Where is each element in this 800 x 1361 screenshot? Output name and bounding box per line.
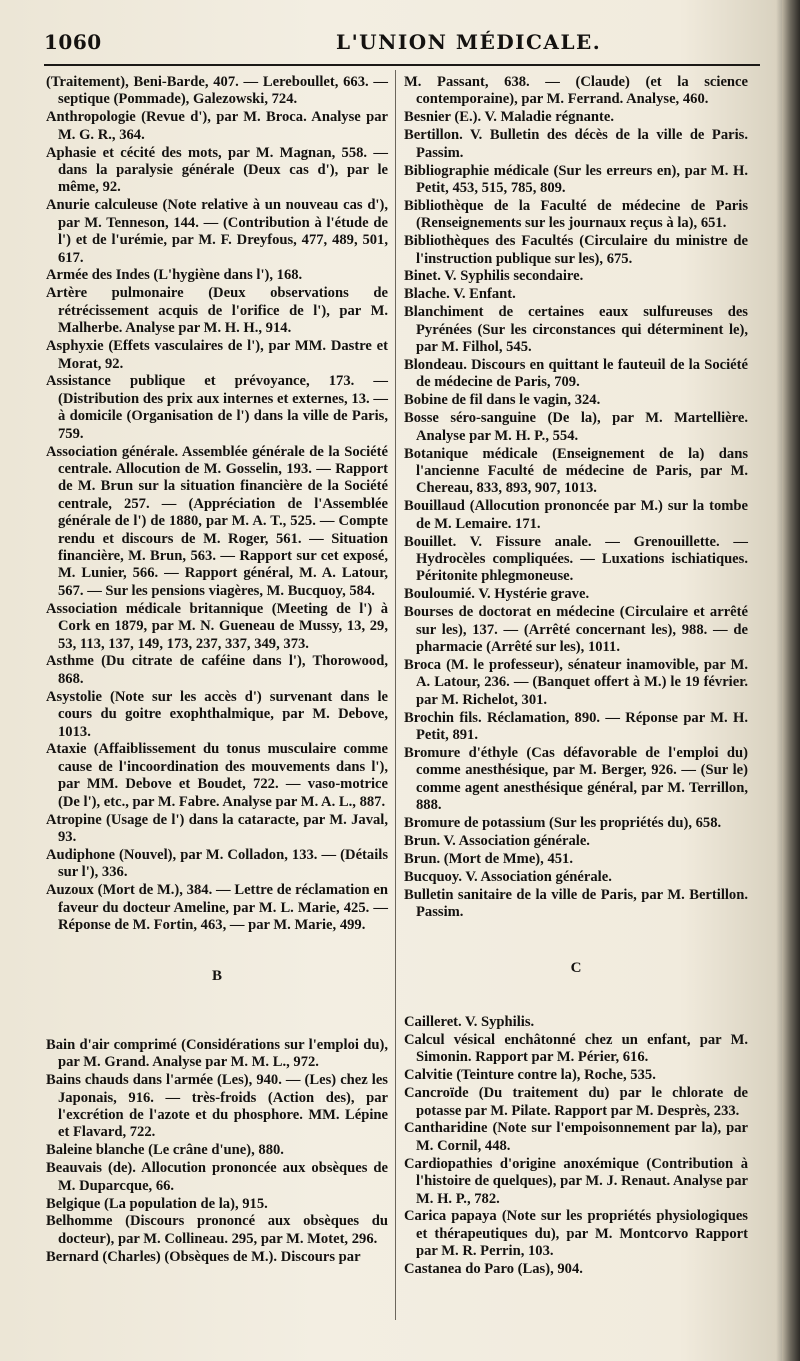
index-entry: Brochin fils. Réclamation, 890. — Réponse par M. H. Petit, 891. (404, 709, 748, 744)
index-entry: Bibliothèques des Facultés (Circulaire du ministre de l'instruction publique sur les), 675. (404, 233, 748, 267)
index-entry: Bromure de potassium (Sur les propriétés du), 658. (404, 815, 722, 832)
index-entry: Binet. V. Syphilis secondaire. (404, 268, 584, 285)
index-entry: Broca (M. le professeur), sénateur inamovible, par M. A. Latour, 236. — (Banquet offert à M.) le 19 février. par M. Richelot, 301. (404, 656, 748, 708)
index-entry: Carica papaya (Note sur les propriétés physiologiques et thérapeutiques du), par M. Montcorvo Rapport par M. R. Perrin, 103. (404, 1208, 748, 1260)
section-spacer (46, 1017, 388, 1037)
index-entry: Botanique médicale (Enseignement de la) dans l'ancienne Faculté de médecine de Paris, par M. Chereau, 833, 893, 907, 1013. (404, 445, 748, 497)
index-entry: (Traitement), Beni-Barde, 407. — Lereboullet, 663. — septique (Pommade), Galezowski, 724. (46, 74, 388, 108)
index-entry: Aphasie et cécité des mots, par M. Magnan, 558. — dans la paralysie générale (Deux cas d'), par le même, 92. (46, 144, 388, 196)
index-entry: Bouillaud (Allocution prononcée par M.) sur la tombe de M. Lemaire. 171. (404, 498, 748, 532)
index-entry: Bertillon. V. Bulletin des décès de la ville de Paris. Passim. (404, 127, 748, 161)
index-entry: Bourses de doctorat en médecine (Circulaire et arrêté sur les), 137. — (Arrêté concernant les), 988. — de pharmacie (Arrêté sur les), 1011. (404, 604, 748, 655)
index-entry: Cancroïde (Du traitement du) par le chlorate de potasse par M. Pilate. Rapport par M. Desprès, 233. (404, 1085, 748, 1119)
section-letter-b: B (211, 967, 222, 984)
index-entry: Belgique (La population de la), 915. (46, 1195, 268, 1212)
index-entry: Bain d'air comprimé (Considérations sur l'emploi du), par M. Grand. Analyse par M. M. L., 972. (46, 1036, 388, 1071)
index-entry: Bosse séro-sanguine (De la), par M. Martellière. Analyse par M. H. P., 554. (404, 410, 748, 444)
page-edge (782, 0, 800, 1361)
index-entry: Asystolie (Note sur les accès d') survenant dans le cours du goitre exophthalmique, par M. Debove, 1013. (46, 688, 388, 740)
index-entry: Bouloumié. V. Hystérie grave. (404, 586, 590, 603)
section-letter-c: C (570, 960, 582, 976)
index-entry: Cardiopathies d'origine anoxémique (Contribution à l'histoire de quelques), par M. J. Renaut. Analyse par M. H. P., 782. (404, 1155, 748, 1207)
index-entry: Bibliographie médicale (Sur les erreurs en), par M. H. Petit, 453, 515, 785, 809. (404, 162, 748, 196)
index-column-left (46, 74, 388, 1267)
index-entry: Calcul vésical enchâtonné chez un enfant, par M. Simonin. Rapport par M. Périer, 616. (404, 1031, 748, 1066)
column-divider (395, 70, 396, 1320)
index-entry: Baleine blanche (Le crâne d'une), 880. (46, 1142, 284, 1159)
index-entry: Audiphone (Nouvel), par M. Colladon, 133. — (Détails sur l'), 336. (46, 846, 388, 881)
index-entry: Bobine de fil dans le vagin, 324. (404, 392, 601, 409)
index-entry: Blanchiment de certaines eaux sulfureuses des Pyrénées (Sur les circonstances qui déterminent le), par M. Filhol, 545. (404, 304, 748, 356)
index-entry: Bernard (Charles) (Obsèques de M.). Discours par (46, 1248, 361, 1265)
entries-b (46, 1037, 388, 1266)
index-entry: Besnier (E.). V. Maladie régnante. (404, 109, 614, 126)
index-entry: Bibliothèque de la Faculté de médecine de Paris (Renseignements sur les journaux reçus à la), 651. (404, 197, 748, 232)
entries-a (46, 74, 388, 934)
journal-title: L'UNION MÉDICALE. (336, 30, 602, 54)
page-number: 1060 (44, 30, 102, 54)
index-entry: Assistance publique et prévoyance, 173. — (Distribution des prix aux internes et externes, 13. — à domicile (Organisation de l') dans la ville de Paris, 759. (46, 373, 388, 442)
page-header (44, 24, 760, 60)
index-entry: Association médicale britannique (Meeting de l') à Cork en 1879, par M. N. Gueneau de Mussy, 13, 29, 53, 113, 137, 149, 173, 237, 337, 349, 373. (46, 600, 388, 652)
index-entry: Ataxie (Affaiblissement du tonus musculaire comme cause de l'incoordination des mouvements dans l'), par MM. Debove et Boudet, 722. — vaso-motrice (De l'), etc., par M. Fabre. Analyse par M. A. L., 887. (46, 741, 388, 810)
index-entry: Auzoux (Mort de M.), 384. — Lettre de réclamation en faveur du docteur Ameline, par M. L. Marie, 425. — Réponse de M. Fortin, 463, — par M. Marie, 499. (46, 882, 388, 933)
index-entry: Atropine (Usage de l') dans la cataracte, par M. Javal, 93. (46, 811, 388, 845)
index-entry: Bucquoy. V. Association générale. (404, 868, 612, 885)
index-entry: Beauvais (de). Allocution prononcée aux obsèques de M. Duparcque, 66. (46, 1160, 388, 1194)
index-entry: Bulletin sanitaire de la ville de Paris, par M. Bertillon. Passim. (404, 886, 748, 921)
index-entry: Asthme (Du citrate de caféine dans l'), Thorowood, 868. (46, 653, 388, 687)
index-entry: Artère pulmonaire (Deux observations de rétrécissement acquis de l'orifice de l'), par M. Malherbe. Analyse par M. H. H., 914. (46, 285, 388, 337)
index-entry: Anthropologie (Revue d'), par M. Broca. Analyse par M. G. R., 364. (46, 109, 388, 143)
index-entry: Armée des Indes (L'hygiène dans l'), 168. (46, 267, 303, 284)
index-entry: Cantharidine (Note sur l'empoisonnement par la), par M. Cornil, 448. (404, 1120, 748, 1154)
entries-c (404, 1014, 748, 1279)
index-entry: Bromure d'éthyle (Cas défavorable de l'emploi du) comme anesthésique, par M. Berger, 926. — (Sur le) comme agent anesthésique général, par M. Terrillon, 888. (404, 744, 748, 814)
entries-b-continued (404, 74, 748, 922)
index-entry: Anurie calculeuse (Note relative à un nouveau cas d'), par M. Tenneson, 144. — (Contribution à l'étude de l') et de l'urémie, par M. F. Dreyfous, 477, 489, 501, 617. (46, 197, 388, 266)
index-column-right (404, 74, 748, 1279)
index-entry: Blondeau. Discours en quittant le fauteuil de la Société de médecine de Paris, 709. (404, 357, 748, 391)
index-entry: Asphyxie (Effets vasculaires de l'), par MM. Dastre et Morat, 92. (46, 338, 388, 372)
index-entry: Castanea do Paro (Las), 904. (404, 1261, 583, 1278)
index-entry: Belhomme (Discours prononcé aux obsèques du docteur), par M. Collineau. 295, par M. Motet, 296. (46, 1213, 388, 1247)
index-entry: Bains chauds dans l'armée (Les), 940. — (Les) chez les Japonais, 916. — très-froids (Action des), par l'excrétion de l'azote et du phosphore. MM. Lépine et Flavard, 722. (46, 1072, 388, 1141)
index-entry: Cailleret. V. Syphilis. (404, 1014, 535, 1030)
index-entry: Association générale. Assemblée générale de la Société centrale. Allocution de M. Gosselin, 193. — Rapport de M. Brun sur la situation financière de la Société centrale, 257. — (Appréciation de l'Assemblée générale de l') de 1880, par M. A. T., 525. — Compte rendu et discours de M. Roger, 561. — Situation financière, M. Brun, 563. — Rapport sur cet exposé, M. Lunier, 566. — Rapport général, M. A. Latour, 567. — Sur les pensions viagères, M. Bucquoy, 584. (46, 443, 388, 599)
index-entry: Calvitie (Teinture contre la), Roche, 535. (404, 1067, 656, 1084)
index-entry: Brun. V. Association générale. (404, 832, 590, 849)
index-entry: M. Passant, 638. — (Claude) (et la science contemporaine), par M. Ferrand. Analyse, 460. (404, 74, 748, 108)
header-rule (44, 64, 760, 66)
index-entry: Blache. V. Enfant. (404, 286, 516, 303)
index-entry: Brun. (Mort de Mme), 451. (404, 850, 574, 867)
index-entry: Bouillet. V. Fissure anale. — Grenouillette. — Hydrocèles compliquées. — Luxations ischiatiques. Péritonite phlegmoneuse. (404, 533, 748, 585)
